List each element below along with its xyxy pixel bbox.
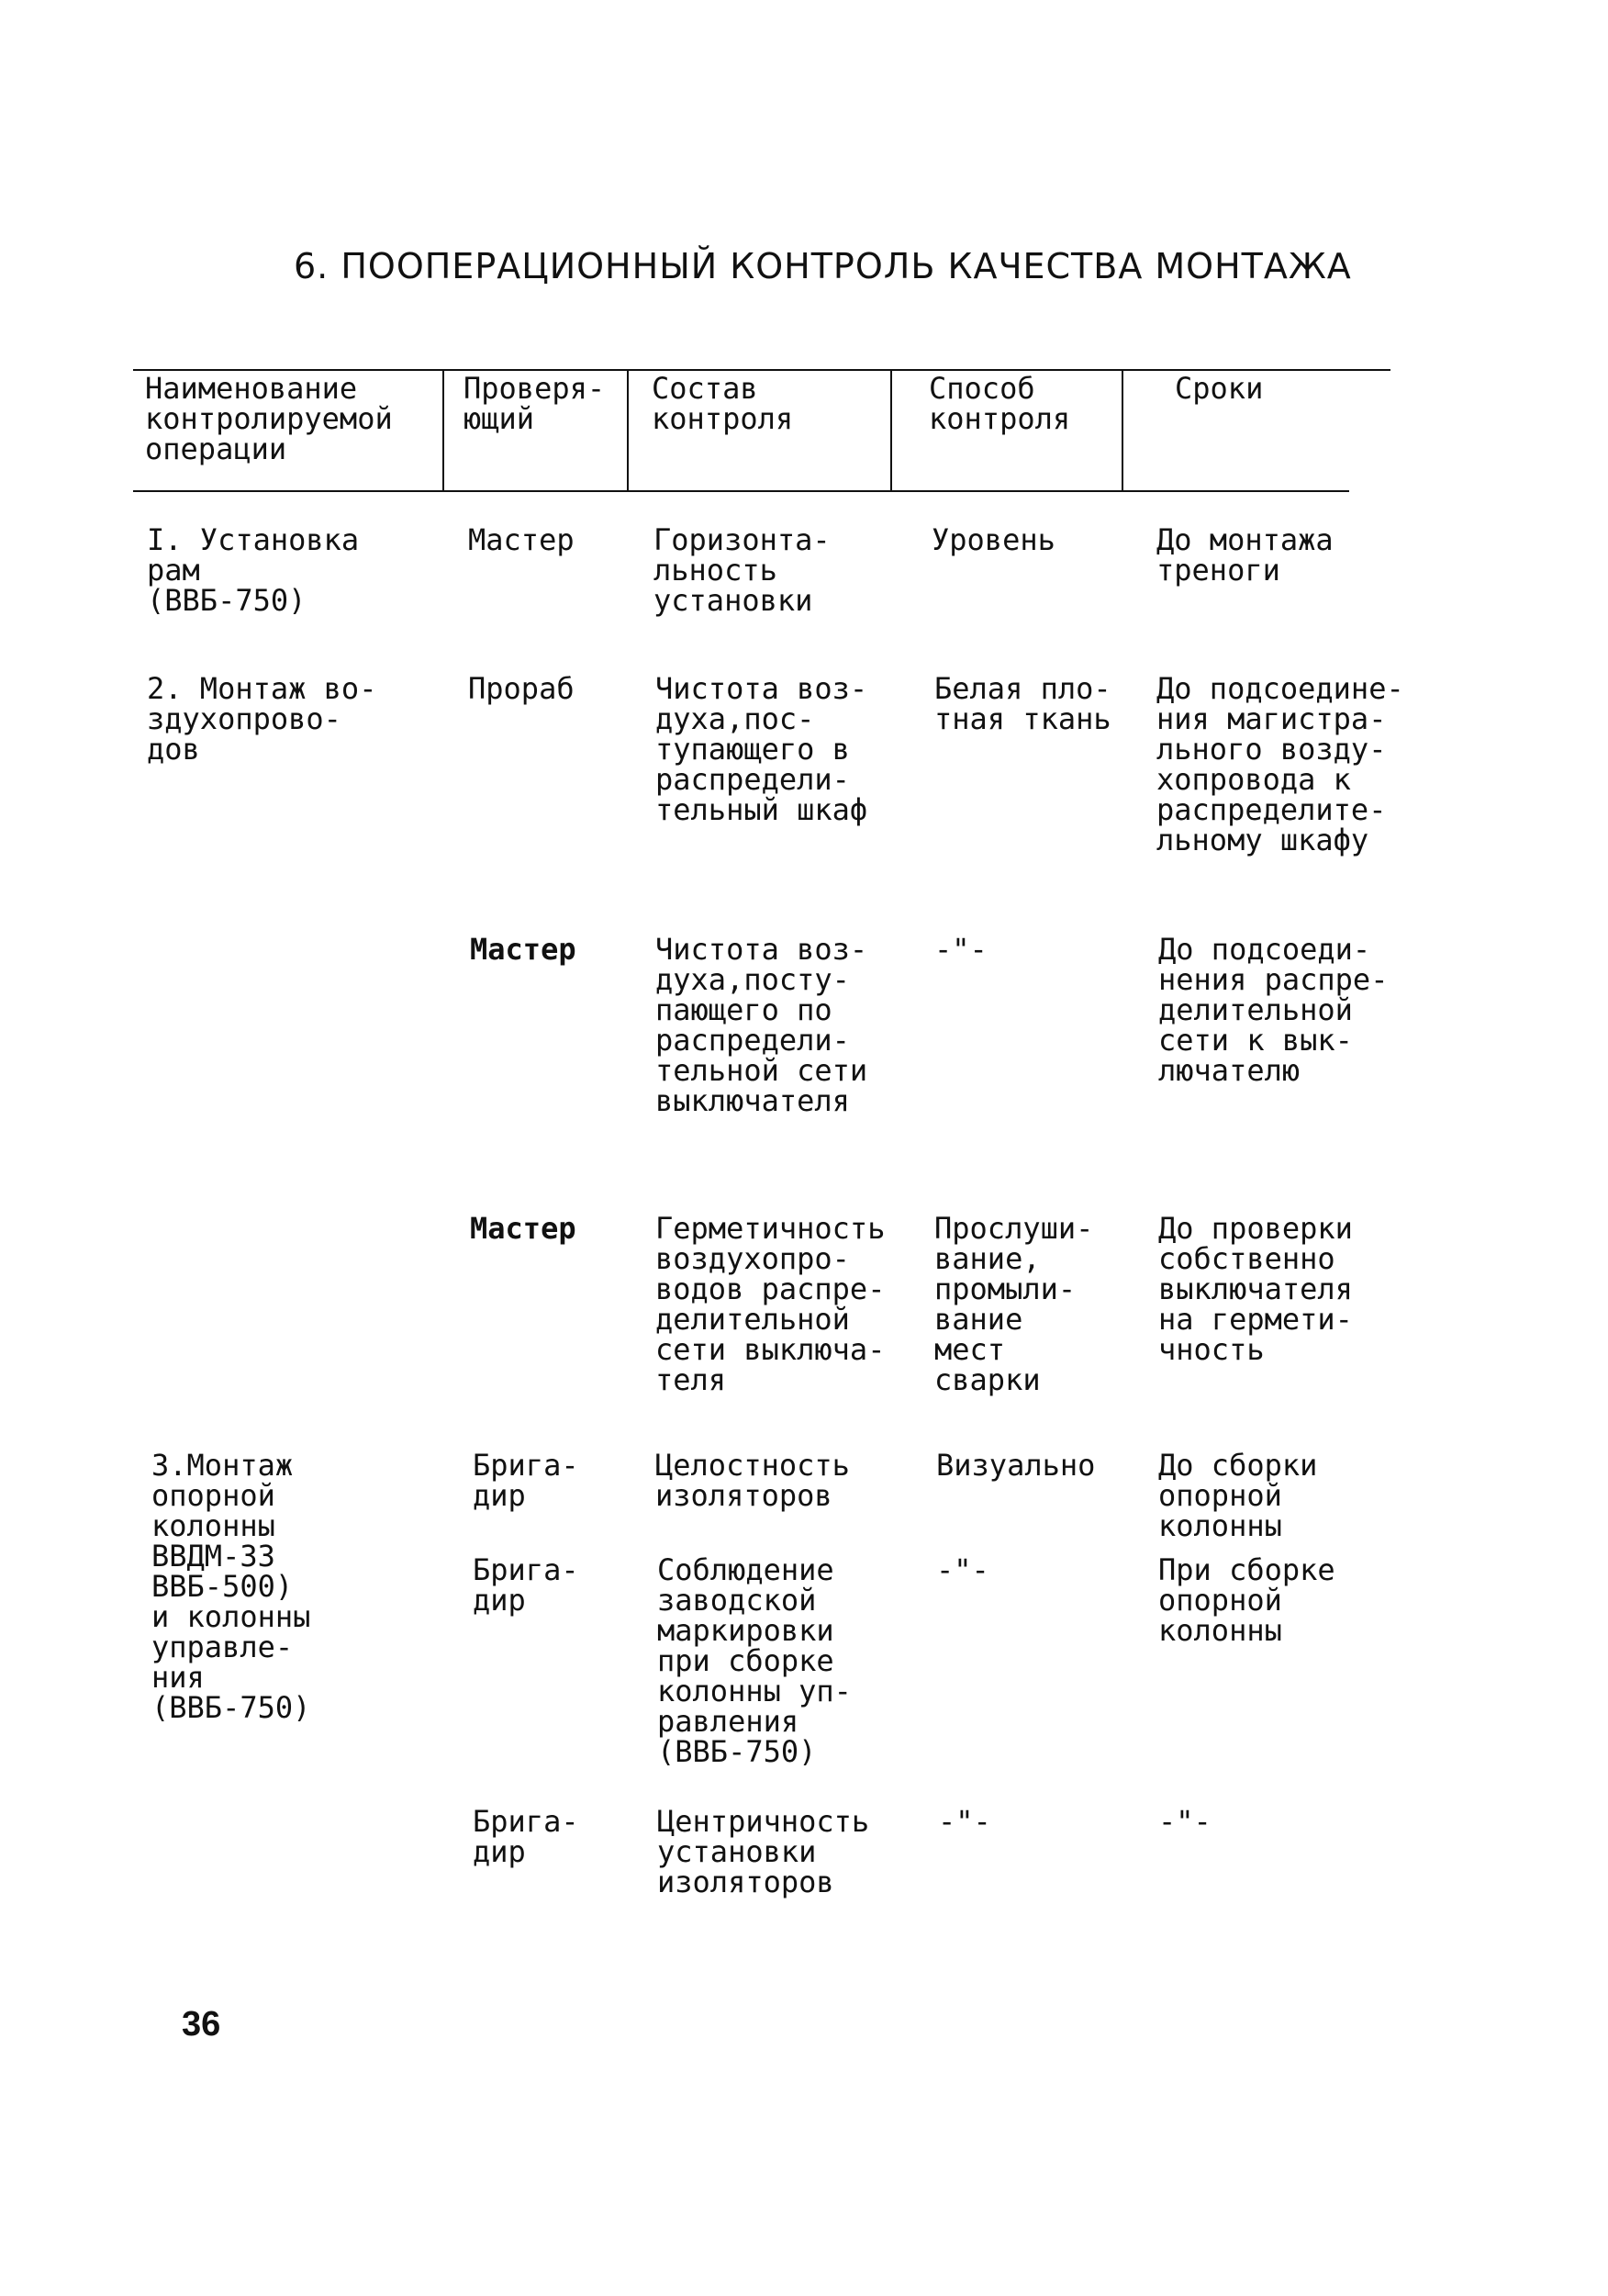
- row-2-content: Чистота воз- духа,пос- тупающего в распредели- тельный шкаф: [655, 671, 868, 827]
- row-2-method: Белая пло- тная ткань: [934, 671, 1111, 736]
- row-4-method: Прослуши- вание, промыли- вание мест сварки: [934, 1211, 1094, 1397]
- row-5-method: Визуально: [936, 1448, 1096, 1483]
- row-1-checker: Мастер: [468, 522, 575, 557]
- header-operation: Наименование контролируемой операции: [145, 371, 393, 466]
- header-control-method: Способ контроля: [929, 371, 1071, 436]
- row-7-method: -"-: [938, 1804, 991, 1839]
- row-1-terms: До монтажа треноги: [1156, 522, 1334, 588]
- row-5-content: Целостность изоляторов: [655, 1448, 850, 1513]
- row-2-checker: Прораб: [468, 671, 575, 706]
- page-number: 36: [182, 2005, 221, 2044]
- row-6-checker: Брига- дир: [473, 1552, 579, 1618]
- row-2-operation: 2. Монтаж во- здухопрово- дов: [147, 671, 377, 767]
- header-divider-3: [890, 369, 892, 490]
- row-1-content: Горизонта- льность установки: [653, 522, 831, 618]
- row-7-checker: Брига- дир: [473, 1804, 579, 1869]
- row-6-content: Соблюдение заводской маркировки при сборке колонны уп- равления (ВВБ-750): [657, 1552, 852, 1769]
- page-title: 6. ПООПЕРАЦИОННЫЙ КОНТРОЛЬ КАЧЕСТВА МОНТАЖА: [294, 246, 1352, 286]
- row-3-method: -"-: [934, 932, 988, 967]
- row-3-terms: До подсоеди- нения распре- делительной сети к вык- лючателю: [1158, 932, 1389, 1088]
- row-4-content: Герметичность воздухопро- водов распре- делительной сети выключа- теля: [655, 1211, 886, 1397]
- table-header-bottom-rule: [133, 490, 1349, 492]
- row-5-operation: 3.Монтаж опорной колонны ВВДМ-33 ВВБ-500) и колонны управле- ния (ВВБ-750): [151, 1448, 311, 1725]
- header-divider-4: [1122, 369, 1123, 490]
- row-6-terms: При сборке опорной колонны: [1158, 1552, 1335, 1648]
- header-divider-1: [442, 369, 444, 490]
- row-7-terms: -"-: [1158, 1804, 1212, 1839]
- row-3-content: Чистота воз- духа,посту- пающего по распредели- тельной сети выключателя: [655, 932, 868, 1118]
- row-1-operation: I. Установка рам (ВВБ-750): [147, 522, 360, 618]
- row-3-checker: Мастер: [470, 932, 576, 967]
- row-4-checker: Мастер: [470, 1211, 576, 1246]
- row-7-content: Центричность установки изоляторов: [657, 1804, 870, 1899]
- header-checker: Проверя- ющий: [463, 371, 606, 436]
- row-4-terms: До проверки собственно выключателя на гермети- чность: [1158, 1211, 1353, 1367]
- row-6-method: -"-: [936, 1552, 989, 1587]
- row-2-terms: До подсоедине- ния магистра- льного возду- хопровода к распределите- льному шкафу: [1156, 671, 1404, 857]
- header-divider-2: [627, 369, 629, 490]
- header-terms: Сроки: [1175, 371, 1264, 406]
- row-1-method: Уровень: [932, 522, 1055, 557]
- row-5-checker: Брига- дир: [473, 1448, 579, 1513]
- header-control-content: Состав контроля: [652, 371, 794, 436]
- row-5-terms: До сборки опорной колонны: [1158, 1448, 1318, 1543]
